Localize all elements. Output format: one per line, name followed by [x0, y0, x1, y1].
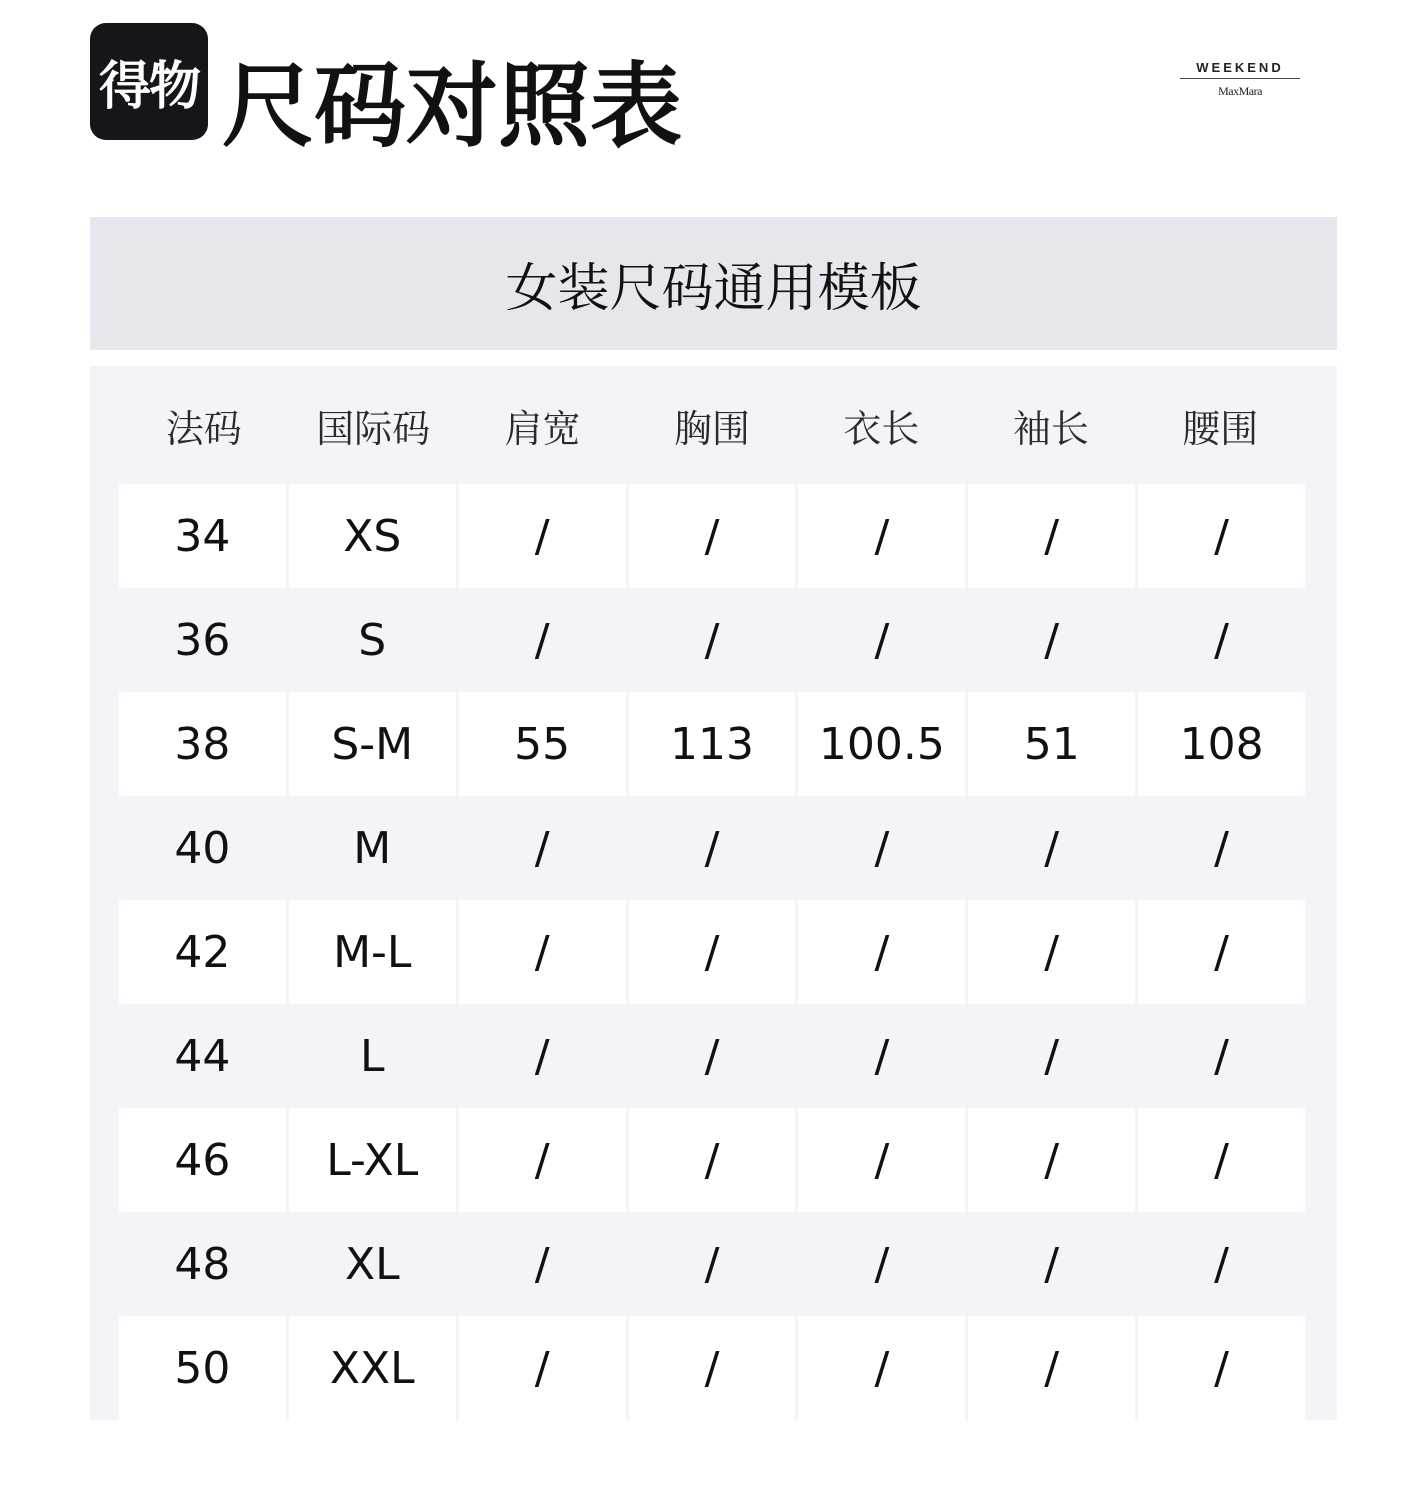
column-header-bust: 胸围 [673, 406, 750, 451]
table-cell: / [629, 1108, 796, 1212]
table-cell: / [1214, 1238, 1229, 1290]
table-cell: / [968, 900, 1135, 1004]
column-header-length: 衣长 [843, 406, 920, 451]
column-header-sleeve: 袖长 [1012, 406, 1089, 451]
table-cell: / [1044, 1238, 1060, 1290]
table-cell: / [798, 484, 965, 588]
table-cell: / [629, 900, 796, 1004]
table-cell: 36 [174, 614, 231, 666]
page-title: 尺码对照表 [222, 53, 683, 160]
table-cell: / [1138, 484, 1305, 588]
table-cell: / [1044, 822, 1060, 874]
table-cell: / [798, 900, 965, 1004]
table-cell: L-XL [289, 1108, 456, 1212]
table-cell: / [968, 1316, 1135, 1420]
table-cell: / [874, 614, 890, 666]
app-logo-text: 得物 [98, 57, 199, 117]
table-cell: / [874, 822, 890, 874]
table-cell: / [459, 900, 626, 1004]
table-cell: / [704, 1238, 720, 1290]
table-row [119, 1108, 1305, 1212]
table-cell: L [360, 1030, 385, 1082]
table-row [119, 1316, 1305, 1420]
table-cell: M [353, 822, 392, 874]
table-cell: / [968, 1108, 1135, 1212]
table-cell: S-M [289, 692, 456, 796]
table-cell: / [1044, 614, 1060, 666]
table-cell: / [534, 1238, 550, 1290]
table-cell: 55 [459, 692, 626, 796]
table-cell: 108 [1138, 692, 1305, 796]
table-cell: / [1214, 822, 1229, 874]
table-cell: / [798, 1316, 965, 1420]
table-cell: XL [344, 1238, 400, 1290]
table-cell: / [1138, 1316, 1305, 1420]
column-header-waist: 腰围 [1182, 406, 1259, 451]
table-row [119, 588, 1305, 692]
table-cell: 46 [119, 1108, 286, 1212]
table-cell: S [358, 614, 387, 666]
table-cell: 100.5 [798, 692, 965, 796]
table-cell: / [1138, 900, 1305, 1004]
table-cell: / [1214, 1030, 1229, 1082]
size-table-title: 女装尺码通用模板 [505, 259, 922, 319]
column-header-shoulder: 肩宽 [504, 406, 581, 451]
table-cell: / [968, 484, 1135, 588]
table-cell: / [1138, 1108, 1305, 1212]
brand-logo-bottom: MaxMara [1218, 84, 1262, 98]
dewu-app-logo [90, 23, 208, 140]
table-cell: 48 [174, 1238, 231, 1290]
table-row [119, 900, 1305, 1004]
table-cell: / [874, 1030, 890, 1082]
table-cell: / [1214, 614, 1229, 666]
table-cell: / [629, 484, 796, 588]
size-table-banner [90, 217, 1337, 350]
table-cell: 42 [119, 900, 286, 1004]
table-cell: 40 [174, 822, 231, 874]
table-cell: / [534, 1030, 550, 1082]
table-cell: XXL [289, 1316, 456, 1420]
table-row [119, 796, 1305, 900]
table-cell: / [798, 1108, 965, 1212]
table-cell: M-L [289, 900, 456, 1004]
table-cell: / [534, 614, 550, 666]
size-table-rows [119, 484, 1305, 1420]
column-header-french-size: 法码 [165, 406, 242, 451]
table-cell: / [534, 822, 550, 874]
table-cell: XS [289, 484, 456, 588]
table-cell: / [704, 614, 720, 666]
table-cell: 44 [174, 1030, 231, 1082]
table-cell: 113 [629, 692, 796, 796]
brand-logo-top: WEEKEND [1180, 60, 1300, 79]
table-cell: 38 [119, 692, 286, 796]
brand-logo [1180, 60, 1300, 99]
column-header-intl-size: 国际码 [316, 406, 431, 451]
table-cell: / [704, 822, 720, 874]
table-cell: 51 [968, 692, 1135, 796]
table-cell: / [459, 1108, 626, 1212]
size-table [90, 366, 1337, 1420]
size-table-header [119, 366, 1305, 484]
table-cell: / [459, 1316, 626, 1420]
table-row [119, 1212, 1305, 1316]
table-cell: / [629, 1316, 796, 1420]
table-cell: 50 [119, 1316, 286, 1420]
table-row [119, 1004, 1305, 1108]
table-cell: / [459, 484, 626, 588]
table-cell: / [874, 1238, 890, 1290]
table-row [119, 692, 1305, 796]
table-cell: / [704, 1030, 720, 1082]
table-cell: / [1044, 1030, 1060, 1082]
table-row [119, 484, 1305, 588]
table-cell: 34 [119, 484, 286, 588]
